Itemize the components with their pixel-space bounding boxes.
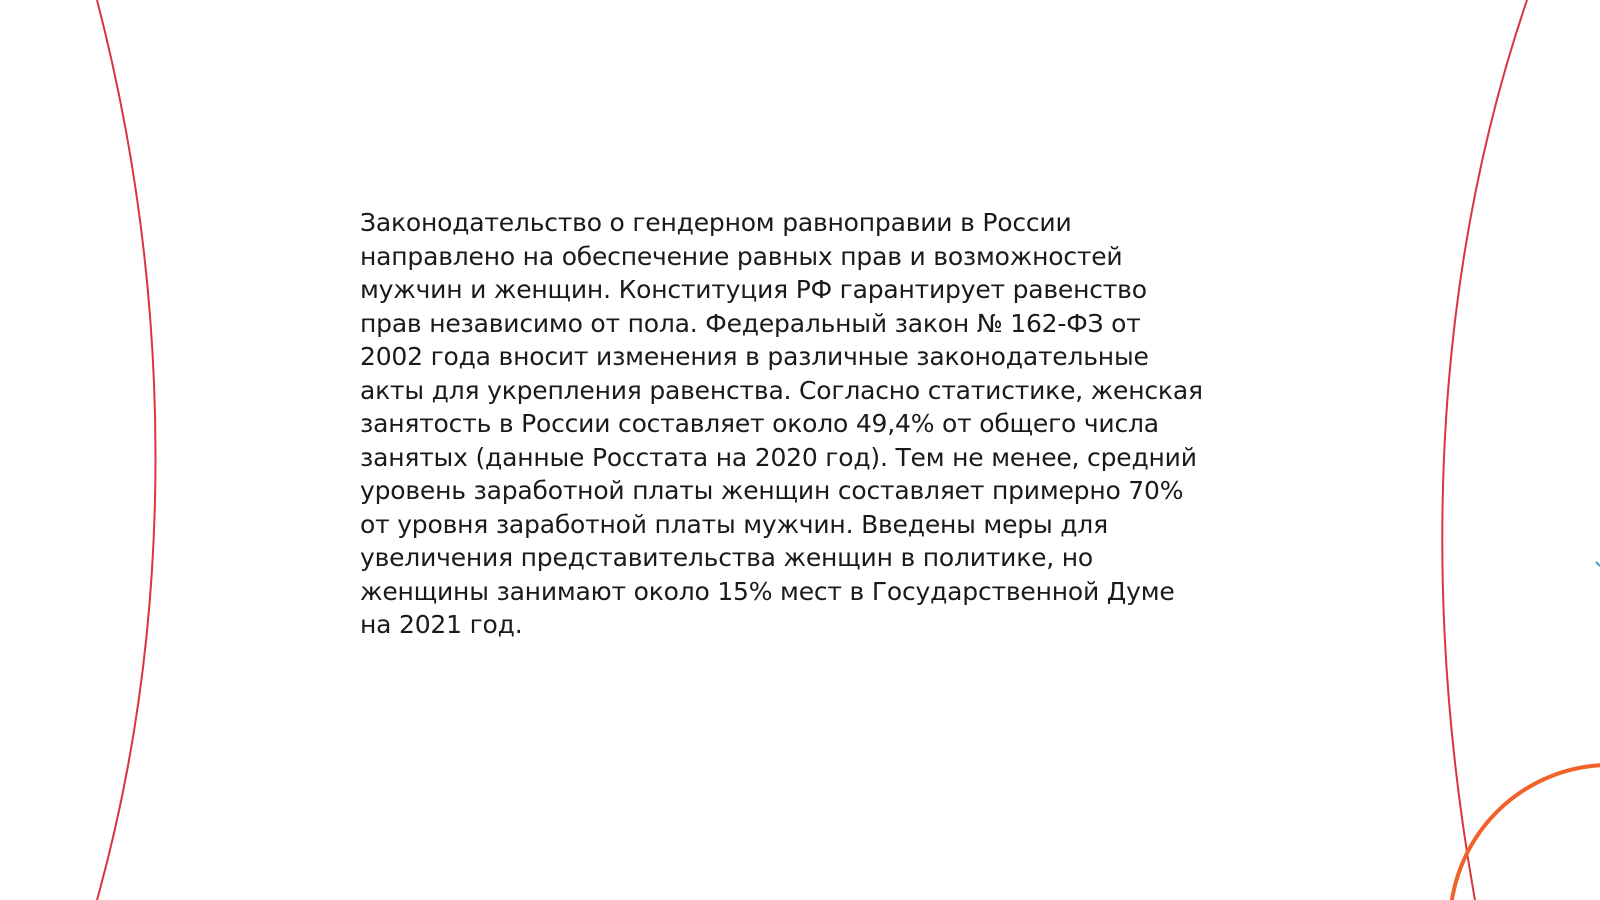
left-arc <box>97 0 156 900</box>
right-arc <box>1442 0 1527 900</box>
teal-accent <box>1596 562 1600 566</box>
body-paragraph: Законодательство о гендерном равноправии в России направлено на обеспечение равных прав и возможностей мужчин и женщин. Конституция РФ гарантирует равенство прав независимо от пола. Федеральный закон № 162-ФЗ от 2002 года вносит изменения в различные законодательные акты для укрепления равенства. Согласно статистике, женская занятость в России составляет около 49,4% от общего числа занятых (данные Росстата на 2020 год). Тем не менее, средний уровень заработной платы женщин составляет примерно 70% от уровня заработной платы мужчин. Введены меры для увеличения представительства женщин в политике, но женщины занимают около 15% мест в Государственной Думе на 2021 год. <box>360 208 1203 639</box>
orange-circle-arc <box>1450 765 1600 900</box>
